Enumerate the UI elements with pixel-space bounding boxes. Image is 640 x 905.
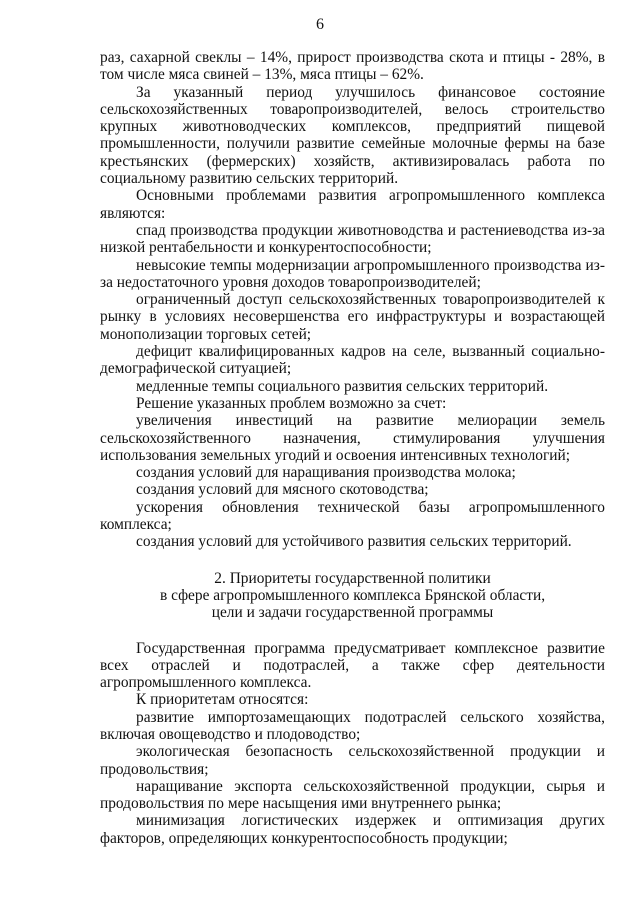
paragraph: экологическая безопасность сельскохозяйственной продукции и продовольствия; <box>100 743 605 778</box>
paragraph: создания условий для устойчивого развития сельских территорий. <box>136 533 572 551</box>
document-body <box>100 49 605 847</box>
paragraph: увеличения инвестиций на развитие мелиорации земель сельскохозяйственного назначения, стимулирования улучшения использования земельных угодий и освоения интенсивных технологий; <box>100 412 605 464</box>
paragraph: спад производства продукции животноводства и растениеводства из-за низкой рентабельности и конкурентоспособности; <box>100 221 605 257</box>
section-heading <box>100 570 605 622</box>
paragraph: медленные темпы социального развития сельских территорий. <box>136 377 549 395</box>
paragraph: раз, сахарной свеклы – 14%, прирост производства скота и птицы - 28%, в том числе мяса свиней – 13%, мяса птицы – 62%. <box>100 49 605 84</box>
page-number: 6 <box>316 16 324 33</box>
paragraph: создания условий для мясного скотоводства; <box>136 481 429 499</box>
top-section <box>100 49 605 551</box>
paragraph: ускорения обновления технической базы агропромышленного комплекса; <box>100 498 605 534</box>
paragraph: За указанный период улучшилось финансовое состояние сельскохозяйственных товаропроизводителей, велось строительство крупных животноводческих комплексов, предприятий пищевой промышленности, получили развитие семейные молочные фермы на базе крестьянских (фермерских) хозяйств, активизировалась работа по социальному развитию сельских территорий. <box>100 83 605 188</box>
paragraph: К приоритетам относятся: <box>136 691 309 709</box>
paragraph: Основными проблемами развития агропромышленного комплекса являются: <box>100 187 605 222</box>
section-heading-line: в сфере агропромышленного комплекса Брянской области, <box>159 586 546 604</box>
spacer <box>100 622 605 640</box>
paragraph: наращивание экспорта сельскохозяйственной продукции, сырья и продовольствия по мере насыщения ими внутреннего рынка; <box>100 777 605 813</box>
paragraph: Решение указанных проблем возможно за счет: <box>136 394 447 412</box>
bottom-section <box>100 640 605 848</box>
spacer <box>100 551 605 570</box>
paragraph: минимизация логистических издержек и оптимизация других факторов, определяющих конкурентоспособность продукции; <box>100 812 605 847</box>
paragraph: ограниченный доступ сельскохозяйственных товаропроизводителей к рынку в условиях несовершенства его инфраструктуры и возрастающей монополизации торговых сетей; <box>100 291 605 343</box>
paragraph: Государственная программа предусматривает комплексное развитие всех отраслей и подотраслей, а также сфер деятельности агропромышленного комплекса. <box>100 639 605 692</box>
paragraph: невысокие темпы модернизации агропромышленного производства из-за недостаточного уровня доходов товаропроизводителей; <box>100 256 605 291</box>
section-heading-line: цели и задачи государственной программы <box>211 604 494 622</box>
paragraph: развитие импортозамещающих подотраслей сельского хозяйства, включая овощеводство и плодоводство; <box>100 708 605 743</box>
section-heading-line: 2. Приоритеты государственной политики <box>214 569 491 587</box>
paragraph: дефицит квалифицированных кадров на селе, вызванный социально-демографической ситуацией; <box>100 343 605 378</box>
paragraph: создания условий для наращивания производства молока; <box>136 464 516 482</box>
